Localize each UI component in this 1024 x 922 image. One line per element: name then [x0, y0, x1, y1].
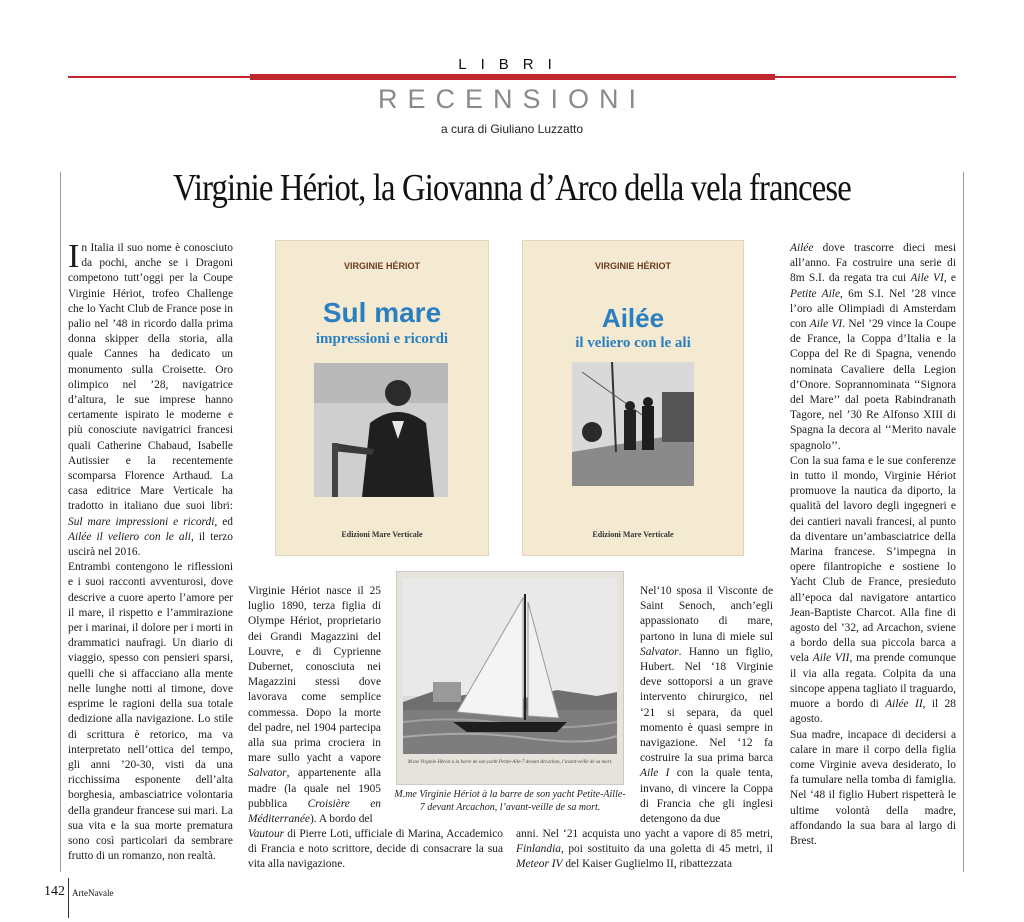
text-run: anni. Nel ‘21 acquista uno yacht a vapore di 85 metri,: [516, 828, 773, 840]
text-run: del Kaiser Guglielmo II, ribattezzata: [562, 858, 733, 871]
portrait-image: [314, 363, 448, 497]
paragraph: [248, 584, 381, 827]
paragraph: [790, 454, 956, 728]
yacht-name: Aile I: [640, 767, 670, 780]
yacht-name: Ailée II: [885, 698, 923, 711]
book-publisher: Edizioni Mare Verticale: [592, 530, 674, 539]
curator-credit: a cura di Giuliano Luzzatto: [440, 122, 584, 136]
yacht-name: Aile VII: [812, 652, 850, 665]
paragraph: Sua madre, incapace di decidersi a calare in mare il corpo della figlia come Virginie aveva desiderato, lo fa tumulare nella tomba di famiglia. Nel ‘48 il figlio Hubert rispetterà le ultime volontà della madre, affondando la sua bara al largo di Brest.: [790, 728, 956, 847]
text-run: n Italia il suo nome è conosciuto da pochi, anche se i Dragoni competono tutt’oggi per la Coupe Virginie Hériot, trofeo Challenge che lo Yacht Club de France pose in palio nel ’48 in ricordo dalla prima donna skipper della storia, alla quale Cannes ha dedicato un monumento sulla Croisette. Oro olimpico nel ’28, navigatrice d’altura, le sue imprese hanno certamente ispirato le moderne e più conosciute navigatrici francesi quali Catherine Chabaud, Isabelle Autissier e la recentemente scomparsa Florence Arthaud. La casa editrice Mare Verticale ha tradotto in italiano due suoi libri:: [68, 242, 233, 513]
text-run: , appartenente alla madre (la quale nel 1905 pubblica: [248, 767, 381, 810]
article-column-2-continuation: [248, 827, 503, 873]
text-run: con la quale tenta, invano, di vincere la Coppa di Francia che gli inglesi detengono da due: [640, 767, 773, 826]
text-run: Nel‘10 sposa il Visconte de Saint Senoch, anch’egli appassionato di mare, partono in luna di miele sul: [640, 585, 773, 643]
book-subtitle: il veliero con le ali: [575, 335, 691, 351]
yacht-photo-frame: [397, 572, 623, 784]
text-run: , poi sostituito da una goletta di 45 metri, il: [560, 843, 773, 856]
text-run: , ed: [214, 515, 233, 528]
book-cover-ailee: [523, 241, 743, 555]
book-subtitle: impressioni e ricordi: [315, 331, 449, 347]
yacht-name: Salvator: [640, 645, 679, 658]
section-title: LIBRI: [458, 56, 566, 73]
article-column-3: [640, 584, 773, 827]
paragraph: [790, 241, 956, 454]
yacht-photo-caption: M.me Virginie Hériot à la barre de son yacht Petite-Aille-7 devant Arcachon, l’avant-veille de sa mort.: [394, 789, 626, 813]
yacht-name: Ailée: [790, 242, 814, 254]
yacht-name: Petite Aile: [790, 287, 840, 300]
left-margin-rule: [60, 172, 61, 872]
article-headline: Virginie Hériot, la Giovanna d’Arco della vela francese: [173, 167, 851, 209]
deck-image: [572, 362, 694, 486]
text-run: Con la sua fama e le sue conferenze in tutto il mondo, Virginie Hériot promuove la nautica da diporto, la qualità del lavoro degli ingegneri e dei cantieri navali francesi, al punto da diventare un’ambasciatrice della Marina francese. S’impegna in opere filantropiche e sostiene lo Yacht Club de France, presieduto all’epoca dal navigatore antartico Jean-Baptiste Charcot. Alla fine di agosto del ’32, ad Arcachon, sviene a bordo della sua piccola barca a vela: [790, 454, 956, 665]
text-run: , il terzo uscirà nel 2016.: [68, 530, 234, 559]
book-title: Sul mare: [322, 297, 442, 328]
book-publisher: Edizioni Mare Verticale: [341, 530, 423, 539]
portrait-photo: [314, 363, 448, 497]
page-number: 142: [44, 884, 65, 899]
text-run: . Hanno un figlio, Hubert. Nel ‘18 Virginie deve sottoporsi a un grave intervento chirurgico, nel ‘21 si separa, da quel momento è quasi sempre in navigazione. Nel ‘12 fa costruire la sua prima barca: [640, 645, 773, 765]
book-title: Ailée: [601, 303, 665, 333]
header-rule-accent: [250, 74, 775, 80]
text-run: Virginie Hériot nasce il 25 luglio 1890, terza figlia di Olympe Hériot, proprietario dei Grandi Magazzini del Louvre, e di Cyprienne Dubernet, conosciuta nei Magazzini stessi dove lavorava come semplice commessa. Dopo la morte del padre, nel 1904 partecipa alla sua prima crociera in mare sullo yacht a vapore: [248, 585, 381, 765]
text-run: . Nel ’29 vince la Coupe de France, la Coppa d’Italia e la Coppa del Re di Spagna, venendo nominata Cavaliere della Legion d’Onore. Soprannominata ‘‘Signora del Mare’’ dal poeta Rabindranath Tagore, nel ’30 Re Alfonso XIII di Spagna la decora al ‘‘Merito navale spagnolo’’.: [790, 318, 956, 452]
footer-rule: [68, 878, 69, 918]
yacht-name: Vautour: [248, 828, 285, 840]
yacht-name: Finlandia: [516, 843, 561, 856]
drop-cap: I: [68, 238, 80, 275]
text-run: , 6m S.I. Nel ’28 vince l’oro alle Olimpiadi di Amsterdam con: [790, 287, 956, 331]
subsection-title: RECENSIONI: [377, 84, 647, 114]
photo-inner-caption: M.me Virginie Hériot à la barre de son yacht Petite-Aile-7 devant Arcachon, l’avant-veille de sa mort.: [407, 760, 613, 765]
paragraph: [516, 827, 773, 873]
paragraph: Entrambi contengono le riflessioni e i suoi racconti avventurosi, dove descrive a cuore aperto l’amore per il mare, il rispetto e l’ammirazione per i marinai, il dolore per i morti in drammatici naufragi. Un diario di viaggio, spesso con pensieri sparsi, quelli che si affacciano alla mente nelle lunghe notti al timone, dove esprime le ragioni della sua totale dedizione alla navigazione. Lo stile di scrittura è retorico, ma va interpretato nell’ottica del tempo, gli anni ’20-30, visti da una ricchissima esponente dell’alta borghesia, ambasciatrice volontaria della grandeur francese sui mari. La sua vita e la sua morte prematura sono così particolari da sembrare frutto di un romanzo, non realtà.: [68, 561, 233, 863]
paragraph: [68, 238, 234, 560]
article-column-2: [248, 584, 381, 827]
magazine-name: ArteNavale: [72, 888, 114, 898]
text-run: di Pierre Loti, ufficiale di Marina, Accademico di Francia e noto scrittore, decide di consacrare la sua vita alla navigazione.: [248, 828, 503, 871]
paragraph: [640, 584, 773, 827]
yacht-name: Meteor IV: [516, 858, 563, 871]
text-run: ). A bordo del: [310, 813, 373, 826]
text-run: dove trascorre dieci mesi all’anno. Fa costruire una serie di 8m S.I. da regata tra cui: [790, 242, 956, 285]
book-author: VIRGINIE HÉRIOT: [343, 261, 420, 271]
yacht-name: Aile VI: [809, 318, 843, 331]
article-column-3-continuation: [516, 827, 773, 873]
book-title: Sul mare impressioni e ricordi: [68, 515, 215, 528]
book-title: Ailée il veliero con le ali: [68, 530, 191, 543]
book-cover-sul-mare: [276, 241, 488, 555]
paragraph: [248, 827, 503, 873]
yacht-name: Salvator: [248, 767, 287, 780]
right-margin-rule: [963, 172, 964, 872]
book-author: VIRGINIE HÉRIOT: [594, 261, 671, 271]
text-run: , il 28 agosto.: [790, 698, 957, 726]
yacht-sailing-image: [397, 572, 623, 758]
article-column-1: [68, 238, 234, 864]
book-title: Croisière en Méditerranée: [248, 797, 381, 826]
deck-photo: [572, 362, 694, 486]
text-run: , ma prende comunque il via alla regata. Colpita da una sincope appena tagliato il traguardo, muore a bordo di: [790, 652, 956, 711]
article-column-4: [790, 241, 956, 849]
yacht-name: Aile VI: [910, 272, 944, 285]
text-run: , e: [943, 272, 956, 285]
